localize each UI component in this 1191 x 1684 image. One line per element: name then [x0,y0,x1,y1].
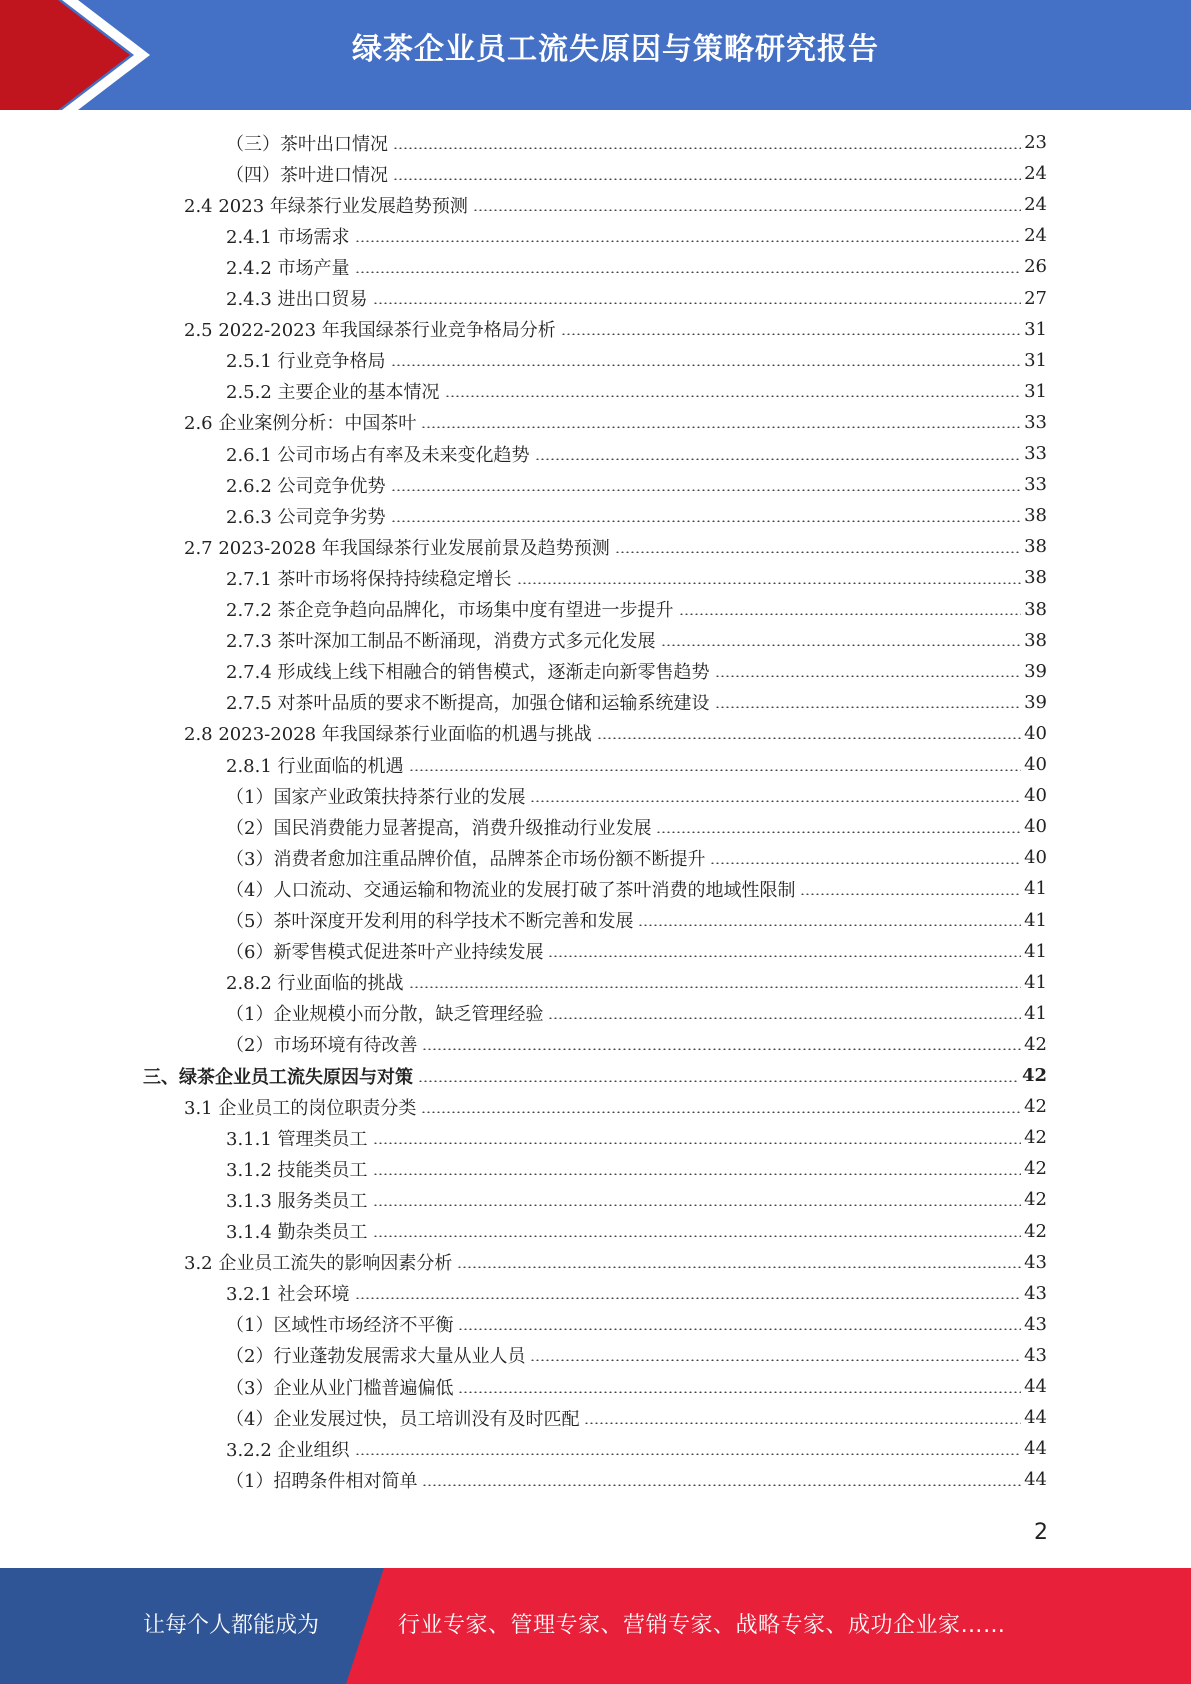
toc-entry-label: （四）茶叶进口情况 [226,164,388,186]
toc-entry-label: 2.8 2023-2028 年我国绿茶行业面临的机遇与挑战 [184,724,592,746]
toc-entry-page: 40 [1024,785,1047,807]
toc-dot-leader [409,769,1022,771]
toc-entry[interactable] [226,873,1047,904]
toc-entry-label: 2.5.2 主要企业的基本情况 [226,382,440,404]
toc-dot-leader [715,675,1022,677]
toc-dot-leader [715,706,1022,708]
toc-entry-label: 2.6 企业案例分析：中国茶叶 [184,413,417,435]
toc-entry-page: 41 [1024,1002,1047,1024]
toc-entry-page: 24 [1024,225,1047,247]
toc-entry-label: （2）国民消费能力显著提高，消费升级推动行业发展 [226,817,652,839]
toc-entry-page: 43 [1024,1251,1047,1273]
toc-entry[interactable] [226,345,1047,376]
toc-dot-leader [373,1173,1022,1175]
toc-entry-page: 40 [1024,847,1047,869]
toc-entry[interactable] [226,469,1047,500]
toc-dot-leader [656,831,1021,833]
toc-entry[interactable] [226,1309,1047,1340]
toc-entry-page: 44 [1024,1376,1047,1397]
toc-dot-leader [530,800,1021,802]
toc-entry-label: （3）消费者愈加注重品牌价值，品牌茶企市场份额不断提升 [226,848,706,870]
toc-entry-page: 31 [1024,349,1047,371]
toc-entry[interactable] [226,811,1047,842]
toc-entry[interactable] [184,189,1047,220]
toc-entry[interactable] [226,687,1047,718]
toc-entry[interactable] [226,1340,1047,1371]
toc-dot-leader [355,1297,1022,1299]
toc-entry-page: 31 [1024,380,1047,402]
toc-entry-label: 2.4.2 市场产量 [226,257,350,279]
toc-dot-leader [615,551,1021,553]
toc-entry[interactable] [226,1464,1047,1495]
toc-dot-leader [458,1391,1021,1393]
toc-entry-label: 2.7.2 茶企竞争趋向品牌化，市场集中度有望进一步提升 [226,600,674,621]
toc-entry-page: 31 [1024,318,1047,340]
toc-entry-page: 23 [1024,132,1047,153]
toc-entry-label: （4）人口流动、交通运输和物流业的发展打破了茶叶消费的地域性限制 [226,879,796,901]
toc-entry-label: 3.1.2 技能类员工 [226,1159,368,1181]
toc-entry[interactable] [226,1433,1047,1464]
toc-entry-label: （三）茶叶出口情况 [226,133,388,155]
toc-entry-label: （1）国家产业政策扶持茶行业的发展 [226,786,526,808]
toc-entry-page: 43 [1024,1344,1047,1366]
toc-entry-label: 三、绿茶企业员工流失原因与对策 [143,1066,413,1088]
toc-entry-page: 26 [1024,256,1047,278]
toc-entry-page: 41 [1024,940,1047,962]
toc-entry-label: 2.7 2023-2028 年我国绿茶行业发展前景及趋势预测 [184,537,610,559]
toc-entry[interactable] [226,842,1047,873]
toc-entry-label: （5）茶叶深度开发利用的科学技术不断完善和发展 [226,911,634,932]
toc-entry-label: 3.2 企业员工流失的影响因素分析 [184,1253,453,1275]
toc-entry[interactable] [226,656,1047,687]
toc-dot-leader [393,178,1021,180]
toc-entry-label: 3.1 企业员工的岗位职责分类 [184,1097,417,1119]
toc-entry[interactable] [226,1278,1047,1309]
toc-entry-label: 3.1.4 勤杂类员工 [226,1222,368,1243]
toc-entry-page: 41 [1024,878,1047,900]
toc-entry-page: 39 [1024,660,1047,682]
toc-entry[interactable] [226,1184,1047,1215]
toc-entry-label: （6）新零售模式促进茶叶产业持续发展 [226,942,544,964]
toc-dot-leader [355,240,1022,242]
toc-entry-page: 41 [1024,909,1047,931]
toc-dot-leader [800,893,1021,895]
toc-dot-leader [391,520,1022,522]
toc-entry-page: 42 [1024,1158,1047,1180]
toc-entry-page: 38 [1024,505,1047,527]
toc-dot-leader [584,1422,1021,1424]
toc-dot-leader [548,955,1021,957]
toc-entry-label: （1）区域性市场经济不平衡 [226,1315,454,1337]
toc-dot-leader [421,426,1021,428]
toc-entry[interactable] [226,251,1047,282]
toc-entry-label: 2.7.5 对茶叶品质的要求不断提高，加强仓储和运输系统建设 [226,693,710,715]
toc-dot-leader [517,582,1022,584]
toc-entry-page: 40 [1024,722,1047,744]
toc-entry[interactable] [226,594,1047,625]
toc-dot-leader [679,613,1022,615]
page-number: 2 [1034,1520,1048,1545]
toc-dot-leader [421,1111,1021,1113]
toc-dot-leader [638,924,1021,926]
toc-dot-leader [597,737,1021,739]
toc-entry[interactable] [226,998,1047,1029]
toc-entry-page: 42 [1024,1189,1047,1211]
toc-dot-leader [373,1204,1022,1206]
toc-entry-page: 41 [1024,971,1047,993]
toc-dot-leader [409,986,1022,988]
toc-entry[interactable] [226,127,1047,158]
toc-dot-leader [457,1266,1021,1268]
toc-entry-page: 40 [1024,816,1047,838]
toc-entry-page: 43 [1024,1282,1047,1304]
toc-entry-page: 27 [1024,287,1047,309]
toc-entry-page: 24 [1024,194,1047,216]
toc-entry[interactable] [184,718,1047,749]
toc-dot-leader [422,1484,1021,1486]
toc-entry-page: 38 [1024,598,1047,620]
toc-entry-label: 2.7.3 茶叶深加工制品不断涌现，消费方式多元化发展 [226,631,656,653]
footer-slogan-right: 行业专家、管理专家、营销专家、战略专家、成功企业家…… [398,1613,1006,1638]
toc-dot-leader [445,395,1022,397]
toc-dot-leader [473,209,1021,211]
toc-dot-leader [355,271,1022,273]
toc-entry-label: （1）企业规模小而分散，缺乏管理经验 [226,1004,544,1026]
toc-dot-leader [535,458,1022,460]
toc-dot-leader [391,364,1022,366]
toc-entry-label: 2.7.4 形成线上线下相融合的销售模式，逐渐走向新零售趋势 [226,662,710,684]
toc-entry[interactable] [226,1153,1047,1184]
toc-entry-page: 42 [1024,1127,1047,1149]
toc-entry-label: 2.6.2 公司竞争优势 [226,475,386,497]
footer-banner [0,1568,1191,1684]
toc-entry[interactable] [226,1402,1047,1433]
report-title: 绿茶企业员工流失原因与策略研究报告 [352,32,879,67]
toc-entry[interactable] [143,1060,1047,1091]
toc-entry[interactable] [184,1247,1047,1278]
toc-dot-leader [530,1359,1021,1361]
toc-entry-page: 38 [1024,536,1047,558]
toc-entry[interactable] [184,407,1047,438]
toc-entry-page: 42 [1024,1220,1047,1242]
toc-entry-label: 2.8.2 行业面临的挑战 [226,973,404,995]
toc-entry-label: 3.1.1 管理类员工 [226,1128,368,1150]
toc-entry[interactable] [226,158,1047,189]
toc-entry-page: 40 [1024,754,1047,775]
toc-dot-leader [710,862,1021,864]
toc-entry-label: 2.6.3 公司竞争劣势 [226,506,386,528]
toc-entry-page: 38 [1024,567,1047,589]
toc-entry-page: 33 [1024,443,1047,464]
toc-entry[interactable] [226,1122,1047,1153]
toc-entry-page: 33 [1024,474,1047,496]
toc-entry[interactable] [226,749,1047,780]
toc-entry-label: 2.4.1 市场需求 [226,226,350,248]
report-header [0,0,1191,110]
toc-entry[interactable] [226,936,1047,967]
toc-dot-leader [373,302,1022,304]
toc-dot-leader [391,489,1022,491]
toc-entry[interactable] [184,314,1047,345]
toc-entry-label: 2.5 2022-2023 年我国绿茶行业竞争格局分析 [184,320,556,342]
toc-entry[interactable] [226,562,1047,593]
toc-entry-label: （3）企业从业门槛普遍偏低 [226,1377,454,1399]
toc-entry[interactable] [226,625,1047,656]
toc-entry-page: 39 [1024,691,1047,713]
toc-dot-leader [393,147,1021,149]
toc-entry-page: 44 [1024,1438,1047,1460]
toc-entry[interactable] [226,905,1047,936]
toc-dot-leader [458,1328,1021,1330]
toc-entry-page: 44 [1024,1407,1047,1429]
toc-dot-leader [355,1453,1022,1455]
toc-dot-leader [373,1235,1022,1237]
toc-entry-page: 38 [1024,629,1047,651]
toc-dot-leader [422,1048,1021,1050]
toc-entry[interactable] [226,220,1047,251]
toc-entry-label: （1）招聘条件相对简单 [226,1470,418,1492]
toc-entry-label: 2.6.1 公司市场占有率及未来变化趋势 [226,444,530,466]
toc-entry-page: 24 [1024,163,1047,185]
toc-entry-page: 43 [1024,1313,1047,1335]
toc-entry-label: 2.7.1 茶叶市场将保持持续稳定增长 [226,568,512,590]
toc-entry[interactable] [226,283,1047,314]
toc-entry[interactable] [226,967,1047,998]
toc-entry-label: 3.1.3 服务类员工 [226,1190,368,1212]
toc-entry-label: 2.5.1 行业竞争格局 [226,351,386,373]
toc-entry[interactable] [226,376,1047,407]
toc-dot-leader [561,333,1021,335]
toc-entry-page: 42 [1021,1065,1047,1086]
toc-dot-leader [548,1017,1021,1019]
toc-entry-label: （2）行业蓬勃发展需求大量从业人员 [226,1346,526,1368]
toc-entry[interactable] [226,1371,1047,1402]
toc-entry-page: 42 [1024,1096,1047,1118]
toc-entry[interactable] [226,1216,1047,1247]
toc-entry-label: 2.4.3 进出口贸易 [226,289,368,310]
toc-dot-leader [661,644,1022,646]
toc-entry-page: 44 [1024,1469,1047,1491]
toc-entry-label: 3.2.1 社会环境 [226,1284,350,1306]
toc-entry-label: （2）市场环境有待改善 [226,1035,418,1057]
toc-entry[interactable] [184,1091,1047,1122]
toc-entry[interactable] [226,500,1047,531]
toc-entry-label: 2.8.1 行业面临的机遇 [226,755,404,777]
toc-entry[interactable] [226,438,1047,469]
toc-entry-label: 3.2.2 企业组织 [226,1439,350,1461]
toc-entry-page: 42 [1024,1033,1047,1055]
toc-entry[interactable] [184,531,1047,562]
toc-entry[interactable] [226,780,1047,811]
toc-entry[interactable] [226,1029,1047,1060]
toc-entry-page: 33 [1024,411,1047,433]
toc-entry-label: （4）企业发展过快，员工培训没有及时匹配 [226,1408,580,1430]
toc-dot-leader [418,1080,1019,1082]
footer-slogan-left: 让每个人都能成为 [143,1613,320,1638]
toc-entry-label: 2.4 2023 年绿茶行业发展趋势预测 [184,195,468,217]
toc-dot-leader [373,1142,1022,1144]
